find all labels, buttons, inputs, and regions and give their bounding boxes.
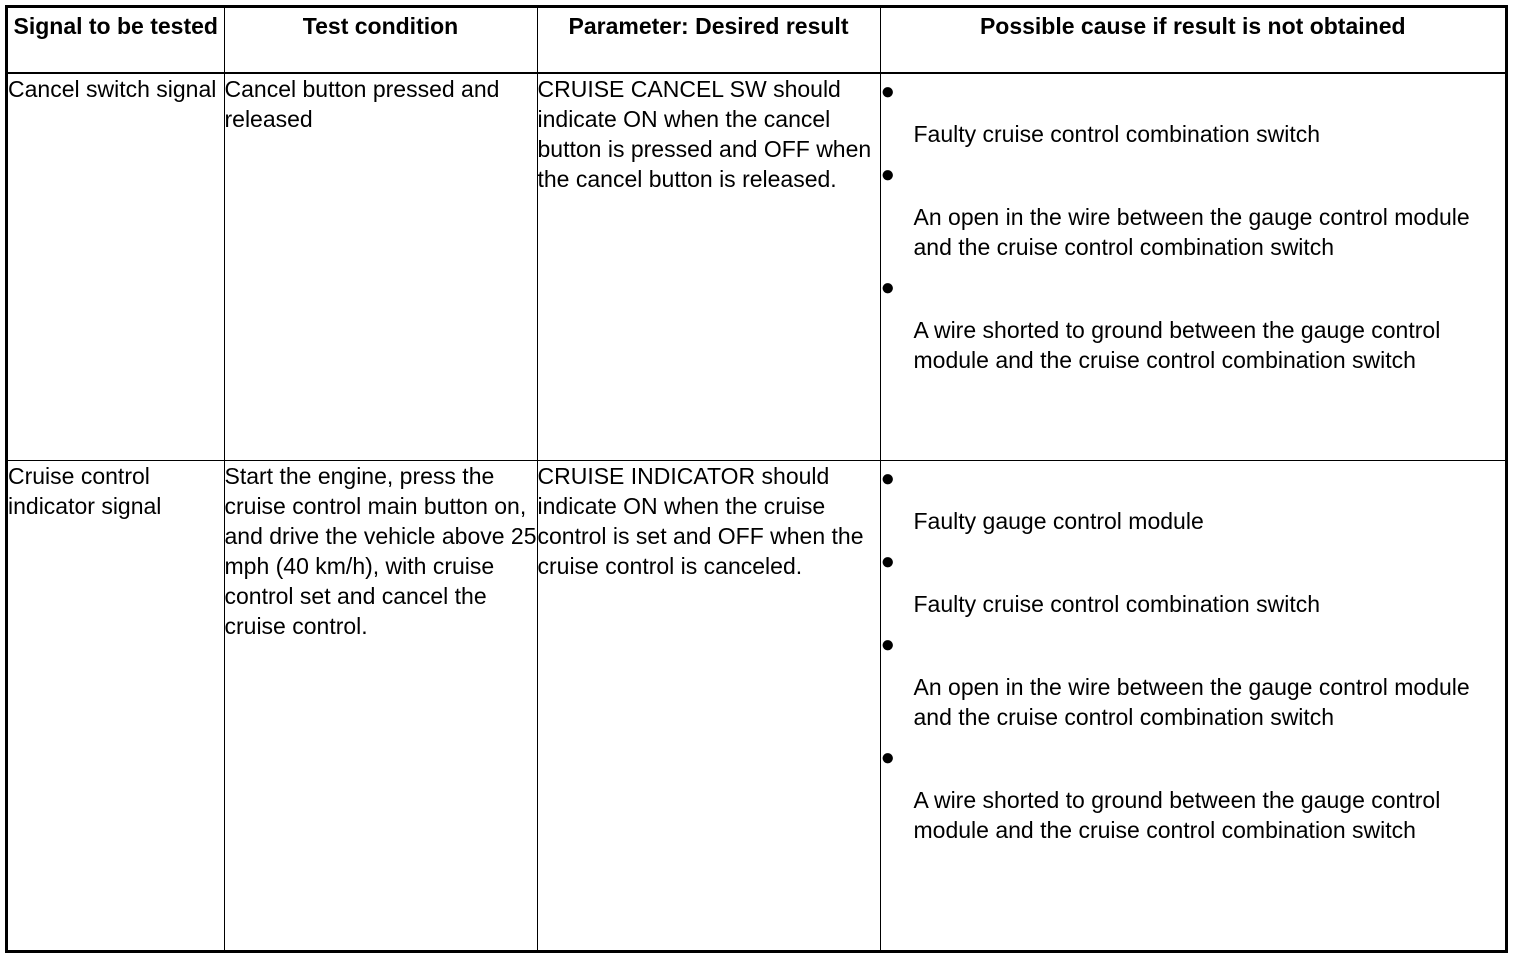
header-desired-result: Parameter: Desired result: [537, 8, 880, 73]
cause-item: [881, 157, 1506, 262]
table-row: [8, 460, 1505, 953]
possible-cause-cell: [880, 460, 1505, 953]
bullet-icon: ●: [880, 630, 895, 658]
cause-text: An open in the wire between the gauge control module and the cruise control combination switch: [913, 673, 1470, 730]
header-signal: Signal to be tested: [8, 8, 224, 73]
test-condition-cell: Cancel button pressed and released: [224, 73, 537, 460]
bullet-icon: ●: [880, 547, 895, 575]
test-condition-cell: Start the engine, press the cruise control main button on, and drive the vehicle above 25 mph (40 km/h), with cruise control set and cancel the cruise control.: [224, 460, 537, 953]
possible-cause-cell: [880, 73, 1505, 460]
cause-text: Faulty gauge control module: [913, 507, 1204, 534]
cause-text: A wire shorted to ground between the gauge control module and the cruise control combination switch: [913, 317, 1441, 373]
cause-item: [881, 74, 1506, 149]
header-test-condition: Test condition: [224, 8, 537, 73]
diagnostic-table: [8, 8, 1505, 953]
bullet-icon: ●: [880, 78, 895, 105]
signal-cell: Cruise control indicator signal: [8, 460, 224, 953]
bullet-icon: ●: [880, 464, 895, 492]
cause-item: [881, 740, 1506, 845]
cause-text: Faulty cruise control combination switch: [913, 590, 1320, 617]
table-row: [8, 73, 1505, 460]
bullet-icon: ●: [880, 743, 895, 771]
header-row: [8, 8, 1505, 73]
bullet-icon: ●: [880, 161, 895, 188]
cause-item: [881, 627, 1506, 732]
signal-cell: Cancel switch signal: [8, 73, 224, 460]
cause-item: [881, 544, 1506, 619]
desired-result-cell: CRUISE INDICATOR should indicate ON when the cruise control is set and OFF when the cruise control is canceled.: [537, 460, 880, 953]
cause-item: [881, 461, 1506, 536]
header-possible-cause: Possible cause if result is not obtained: [880, 8, 1505, 73]
cause-list: [881, 461, 1506, 845]
cause-item: [881, 270, 1506, 375]
bullet-icon: ●: [880, 274, 895, 301]
cause-text: A wire shorted to ground between the gauge control module and the cruise control combination switch: [913, 786, 1441, 843]
diagnostic-table-frame: [5, 5, 1508, 953]
desired-result-cell: CRUISE CANCEL SW should indicate ON when the cancel button is pressed and OFF when the cancel button is released.: [537, 73, 880, 460]
cause-text: An open in the wire between the gauge control module and the cruise control combination switch: [913, 204, 1470, 260]
cause-text: Faulty cruise control combination switch: [913, 121, 1320, 147]
cause-list: [881, 74, 1506, 375]
